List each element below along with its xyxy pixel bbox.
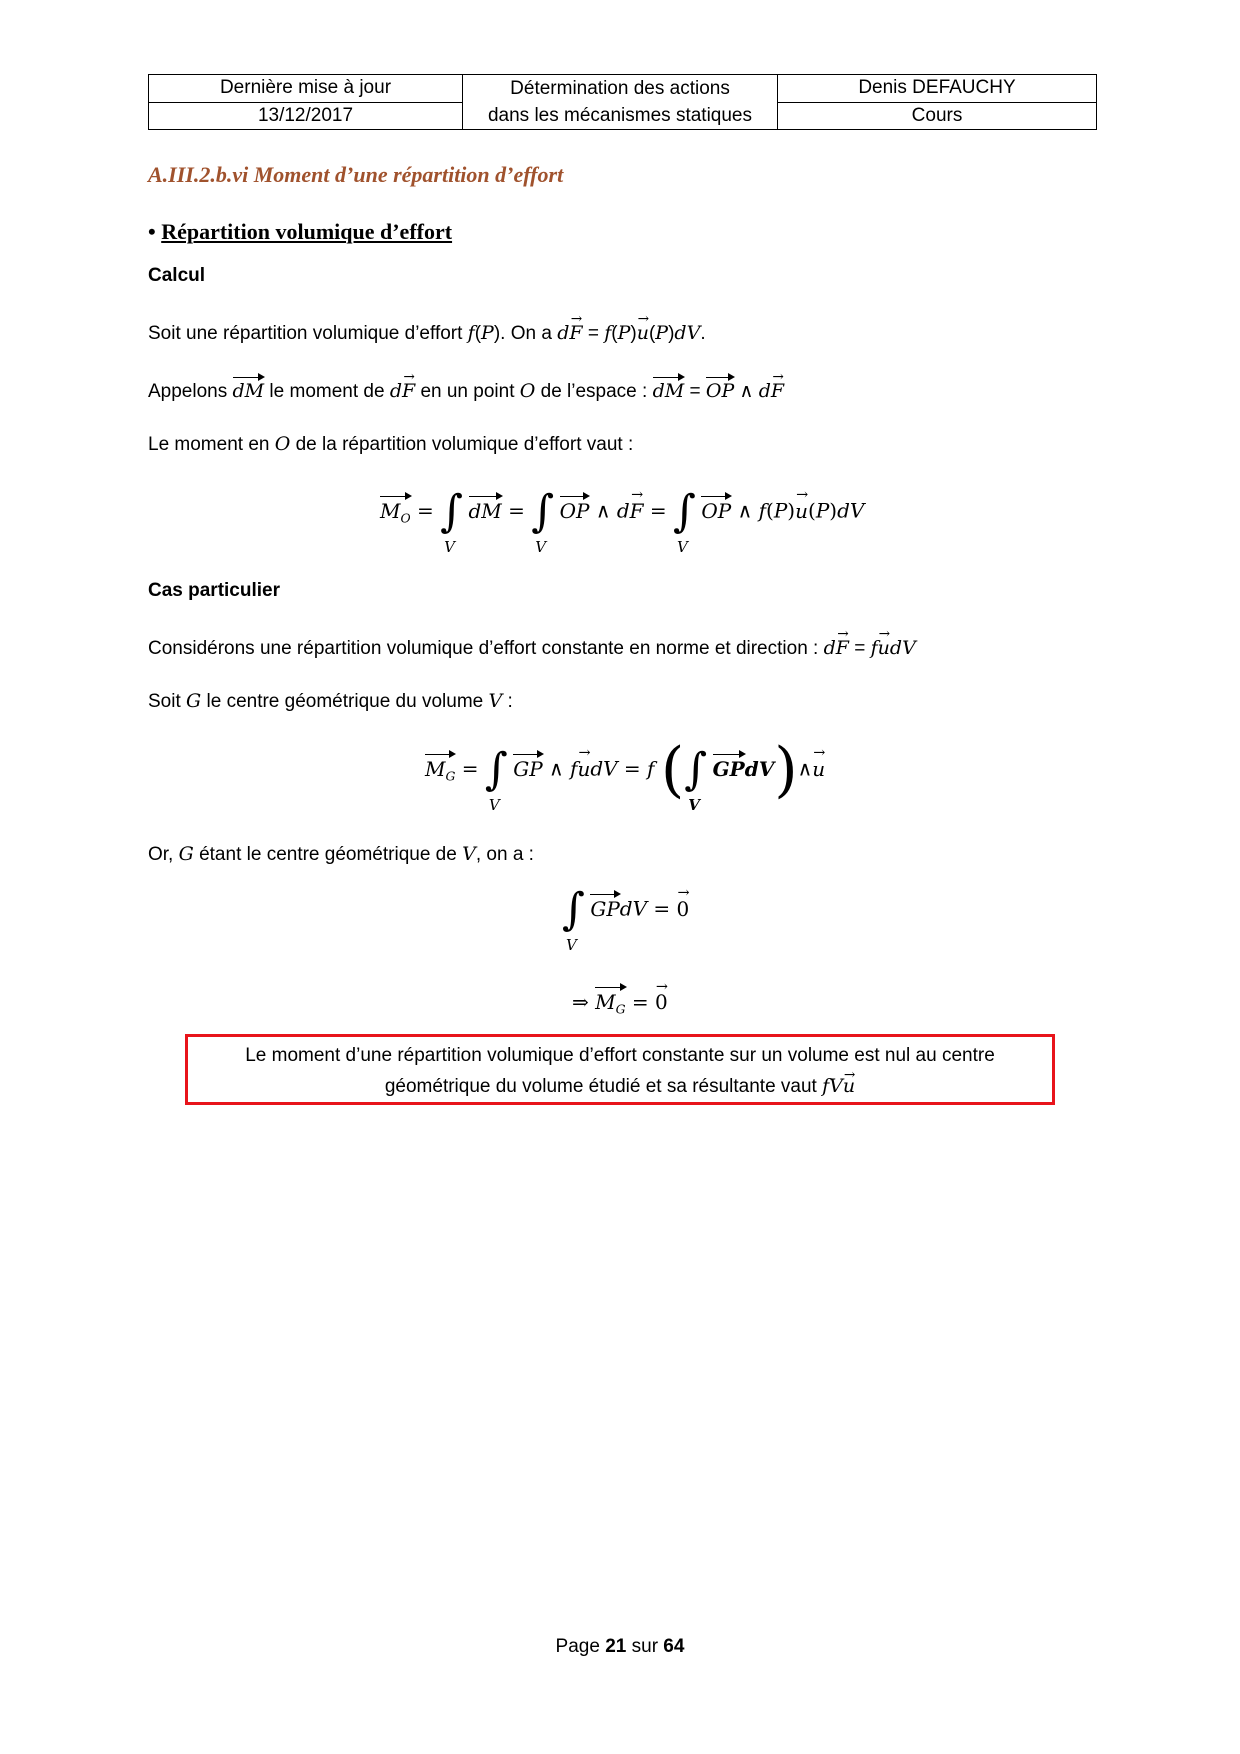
footer-page-number: 21: [605, 1636, 627, 1657]
equation-moment-o: $M_O$ = ∫ V dM = ∫ V OP ∧ dF → = ∫ V OP ∧ f(P)u →(P)dV: [380, 490, 864, 534]
section-title: A.III.2.b.vi Moment d’une répartition d’effort: [148, 162, 564, 187]
subsection-title: Répartition volumique d’effort: [161, 219, 453, 244]
header-doc-type: Cours: [778, 102, 1097, 130]
calcul-p1-text-b: . On a: [500, 323, 558, 344]
cas-p2-text-c: :: [502, 691, 513, 712]
cas-paragraph-3: Or, G étant le centre géométrique de V, on a :: [148, 843, 534, 865]
cas-p2-text-b: le centre géométrique du volume: [201, 691, 489, 712]
cas-p2-text-a: Soit: [148, 691, 187, 712]
calcul-p2-text-d: de l’espace :: [535, 381, 653, 402]
calcul-p3-text-a: Le moment en: [148, 434, 275, 455]
calcul-p3-text-b: de la répartition volumique d’effort vaut :: [290, 434, 634, 455]
header-title-line1: Détermination des actions: [510, 78, 730, 99]
conclusion-box: [185, 1034, 1055, 1105]
footer-total-pages: 64: [663, 1636, 685, 1657]
equation-moment-g: $M_G$ = ∫ V GP ∧ fu →dV = f ( ∫ V GPdV)∧u →: [425, 740, 825, 800]
cas-paragraph-2: Soit G le centre géométrique du volume V :: [148, 690, 513, 712]
calcul-p2-text-c: en un point: [415, 381, 520, 402]
conclusion-line-2: géométrique du volume étudié et sa résultante vaut fVu →: [188, 1071, 1052, 1102]
calcul-p2-text-b: le moment de: [264, 381, 390, 402]
header-table: [148, 74, 1097, 130]
header-last-update-label: Dernière mise à jour: [149, 75, 463, 103]
calcul-paragraph-2: Appelons dM le moment de dF → en un point O de l’espace : dM = OP ∧ dF →: [148, 380, 784, 403]
footer-middle: sur: [626, 1636, 664, 1657]
header-title: [463, 75, 778, 130]
calcul-paragraph-3: Le moment en O de la répartition volumique d’effort vaut :: [148, 433, 634, 455]
header-title-line2: dans les mécanismes statiques: [487, 105, 752, 126]
cas-paragraph-1: Considérons une répartition volumique d’effort constante en norme et direction : dF → = fu →dV: [148, 637, 916, 660]
subsection-heading: [148, 219, 452, 245]
conclusion-line-2-text: géométrique du volume étudié et sa résultante vaut: [384, 1076, 823, 1097]
page-footer: [0, 1636, 1240, 1658]
cas-particulier-heading: Cas particulier: [148, 580, 280, 601]
calcul-p1-text-a: Soit une répartition volumique d’effort: [148, 323, 468, 344]
equation-implies: ⇒ $M_G = 0$ →: [572, 990, 668, 1016]
header-date: 13/12/2017: [149, 102, 463, 130]
conclusion-line-1: Le moment d’une répartition volumique d’effort constante sur un volume est nul au centre: [245, 1045, 995, 1066]
footer-prefix: Page: [555, 1636, 606, 1657]
cas-p3-text-b: étant le centre géométrique de: [193, 844, 463, 865]
calcul-paragraph-1: Soit une répartition volumique d’effort f(P). On a dF → = f(P)u →(P)dV.: [148, 322, 706, 345]
cas-p3-text-a: Or,: [148, 844, 179, 865]
cas-p3-text-c: , on a :: [475, 844, 534, 865]
header-author: Denis DEFAUCHY: [778, 75, 1097, 103]
cas-p1-text: Considérons une répartition volumique d’effort constante en norme et direction :: [148, 638, 824, 659]
calcul-p2-text-a: Appelons: [148, 381, 233, 402]
calcul-heading: Calcul: [148, 265, 206, 286]
equation-integral-zero: ∫ V GPdV = 0 →: [562, 888, 689, 932]
bullet-icon: •: [148, 219, 156, 244]
